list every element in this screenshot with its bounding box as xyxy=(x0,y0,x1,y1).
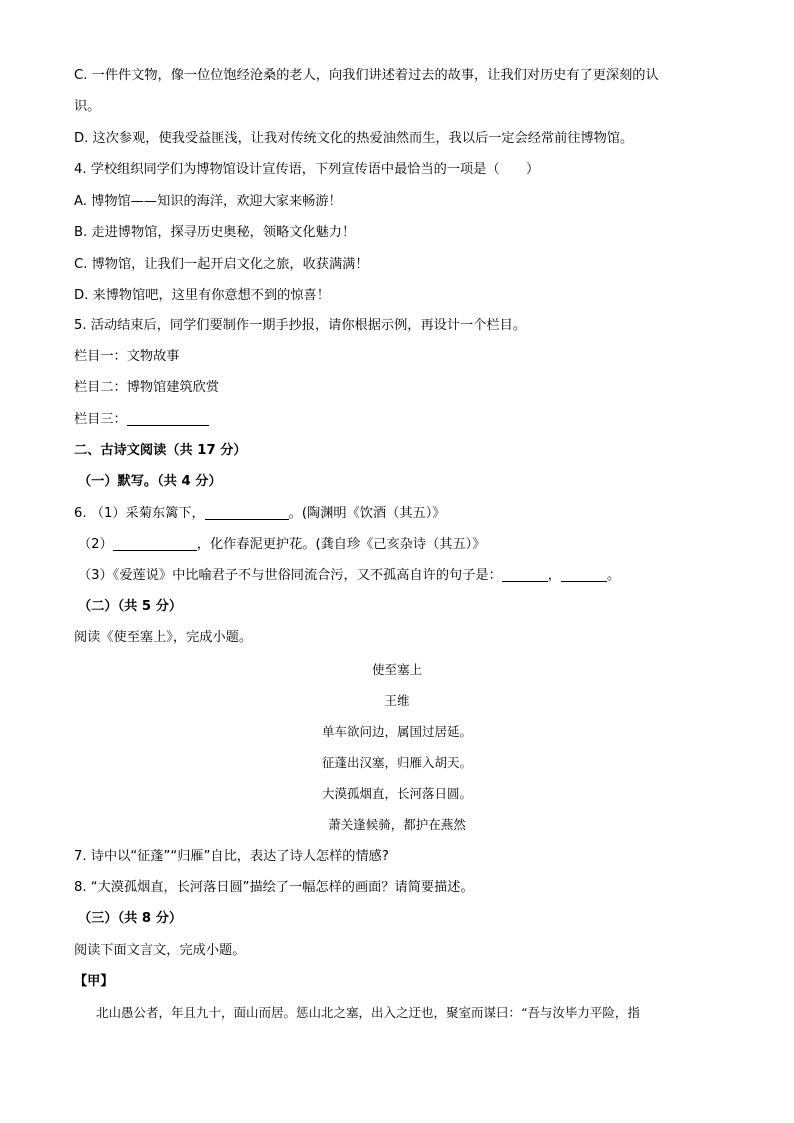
subsection-3-heading: （三）（共 8 分） xyxy=(78,911,183,926)
poem-line: 萧关逢候骑，都护在燕然 xyxy=(328,817,466,832)
question-6-2 xyxy=(78,536,485,554)
classical-prose-line: 北山愚公者，年且九十，面山而居。惩山北之塞，出入之迂也，聚室而谋曰：“吾与汝毕力平险，指 xyxy=(96,1005,640,1020)
poem-line: 大漠孤烟直，长河落日圆。 xyxy=(321,786,472,801)
question-5: 5. 活动结束后，同学们要制作一期手抄报，请你根据示例，再设计一个栏目。 xyxy=(74,318,526,333)
question-4: 4. 学校组织同学们为博物馆设计宣传语，下列宣传语中最恰当的一项是（ ） xyxy=(74,162,540,177)
answer-blank[interactable] xyxy=(205,505,289,520)
subsection-1-heading: （一）默写。（共 4 分） xyxy=(78,474,222,489)
section-2-heading: 二、古诗文阅读（共 17 分） xyxy=(74,443,247,458)
option-d: D. 这次参观，使我受益匪浅，让我对传统文化的热爱油然而生，我以后一定会经常前往博物馆。 xyxy=(74,131,634,146)
question-6-3-period: 。 xyxy=(606,568,621,583)
question-6-1 xyxy=(74,505,445,523)
poem-line: 单车欲问边，属国过居延。 xyxy=(321,724,472,739)
column-three xyxy=(74,411,209,429)
question-4-option-c: C. 博物馆，让我们一起开启文化之旅，收获满满！ xyxy=(74,257,369,272)
column-one: 栏目一：文物故事 xyxy=(74,349,180,364)
question-4-option-b: B. 走进博物馆，探寻历史奥秘，领略文化魅力！ xyxy=(74,225,356,240)
answer-blank[interactable] xyxy=(561,567,607,582)
question-8: 8. “大漠孤烟直，长河落日圆”描绘了一幅怎样的画面？请简要描述。 xyxy=(74,880,474,895)
question-4-option-a: A. 博物馆——知识的海洋，欢迎大家来畅游！ xyxy=(74,194,342,209)
option-c-line1: C. 一件件文物，像一位位饱经沧桑的老人，向我们讲述着过去的故事，让我们对历史有了更深刻的认 xyxy=(74,68,659,83)
question-6-2-prefix: （2） xyxy=(78,537,113,552)
reading-instruction-poem: 阅读《使至塞上》，完成小题。 xyxy=(74,630,253,645)
poem-line: 征蓬出汉塞，归雁入胡天。 xyxy=(321,755,472,770)
question-6-3-comma: ， xyxy=(547,568,561,583)
question-4-option-d: D. 来博物馆吧，这里有你意想不到的惊喜！ xyxy=(74,288,330,303)
answer-blank[interactable] xyxy=(502,567,548,582)
question-6-1-prefix: 6. （1）采菊东篱下， xyxy=(74,506,205,521)
column-three-label: 栏目三： xyxy=(74,412,127,427)
column-two: 栏目二：博物馆建筑欣赏 xyxy=(74,380,220,395)
reading-instruction-prose: 阅读下面文言文，完成小题。 xyxy=(74,943,246,958)
answer-blank[interactable] xyxy=(113,536,197,551)
poem-author: 王维 xyxy=(384,693,410,708)
answer-blank[interactable] xyxy=(127,411,209,426)
option-c-line2: 识。 xyxy=(74,99,101,114)
question-6-3 xyxy=(78,567,620,585)
passage-label-jia: 【甲】 xyxy=(74,974,114,989)
subsection-2-heading: （二）（共 5 分） xyxy=(78,599,183,614)
poem-title: 使至塞上 xyxy=(371,662,422,677)
question-6-3-prefix: （3）《爱莲说》中比喻君子不与世俗同流合污，又不孤高自许的句子是： xyxy=(78,568,502,583)
question-6-2-suffix: ，化作春泥更护花。(龚自珍《己亥杂诗（其五）》 xyxy=(196,537,486,552)
question-6-1-suffix: 。(陶渊明《饮酒（其五）》 xyxy=(288,506,446,521)
question-7: 7. 诗中以“征蓬”“归雁”自比，表达了诗人怎样的情感? xyxy=(74,849,389,864)
